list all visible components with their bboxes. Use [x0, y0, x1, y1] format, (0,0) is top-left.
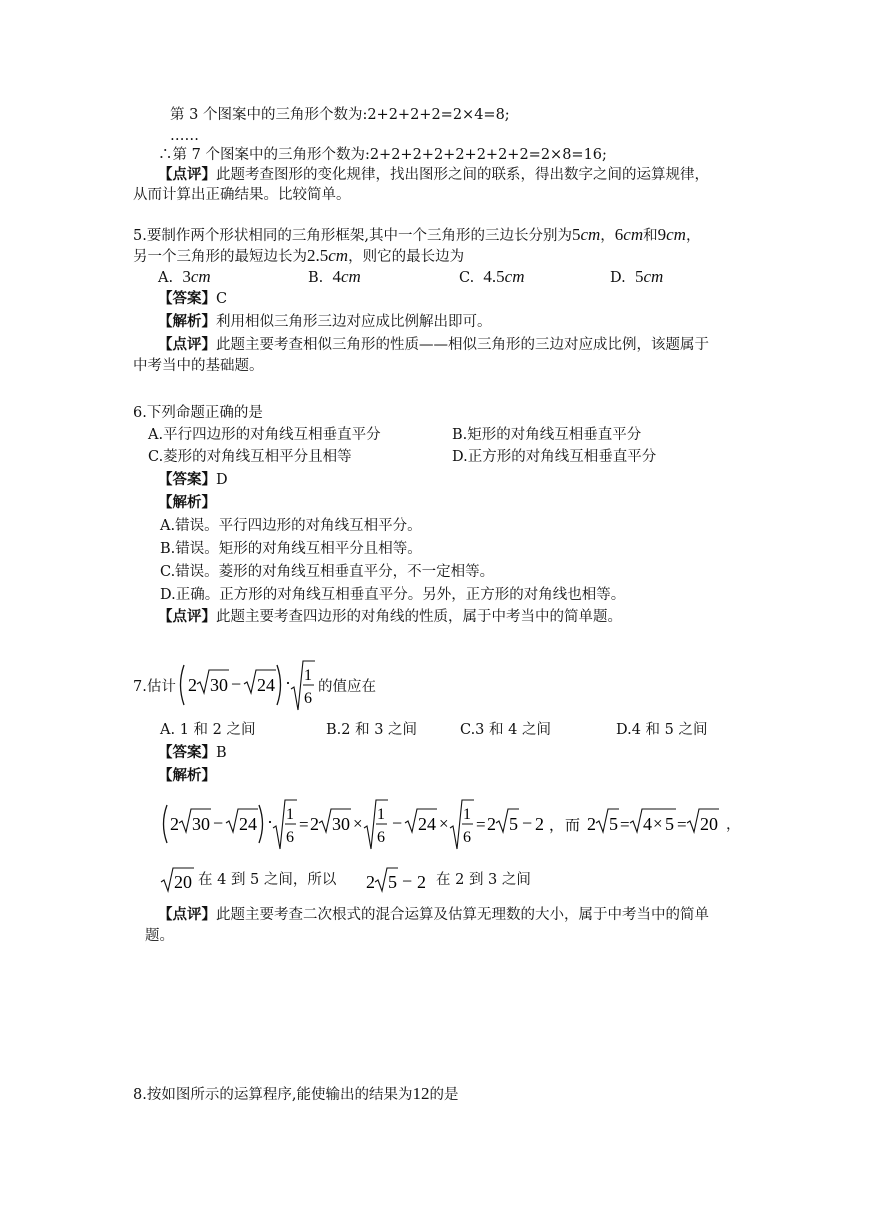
math-30: 30: [332, 814, 350, 834]
q6-analysis-b: B.错误。矩形的对角线互相平分且相等。: [160, 541, 422, 557]
q7-option-a: A. 1 和 2 之间: [160, 722, 256, 738]
q5-review-cont: 中考当中的基础题。: [133, 358, 264, 374]
review-tag: 【点评】: [158, 608, 216, 625]
q7-review: [158, 905, 709, 925]
review-text: 此题主要考查四边形的对角线的性质，属于中考当中的简单题。: [216, 609, 622, 625]
paren-right: [259, 805, 263, 843]
math-eq: =: [299, 815, 309, 834]
math-6: 6: [286, 829, 294, 846]
q6-analysis-tag: 【解析】: [158, 494, 216, 511]
math-2: 2: [487, 814, 496, 834]
q5-unit: cm: [328, 246, 349, 265]
svg-text:5: 5: [388, 872, 397, 892]
math-24: 24: [239, 814, 257, 834]
q7-analysis-comma: ，: [726, 817, 741, 833]
paren-left: [181, 665, 185, 705]
math-dot: ·: [267, 812, 273, 832]
q5-stem-line-2: [133, 246, 464, 267]
q6-analysis-c: C.错误。菱形的对角线互相垂直平分，不一定相等。: [160, 564, 495, 580]
q8-stem-text: 的是: [429, 1087, 459, 1103]
math-and: 而: [565, 818, 581, 834]
math-1: 1: [377, 806, 385, 823]
q5-value: 2.5: [307, 246, 329, 265]
q5-and: 和: [643, 228, 658, 244]
q5-stem-text: 另一个三角形的最短边长为: [133, 249, 307, 265]
q7-analysis-line2-b: 在 2 到 3 之间: [436, 872, 531, 888]
math-minus: −: [213, 813, 224, 833]
prev-line-1: 第 3 个图案中的三角形个数为:2+2+2+2=2×4=8;: [170, 107, 510, 123]
q7-analysis-formula: [158, 795, 723, 855]
q5-value: 6: [614, 225, 624, 244]
q6-analysis-a: A.错误。平行四边形的对角线互相平分。: [160, 518, 422, 534]
math-eq: =: [476, 815, 486, 834]
math-6: 6: [463, 829, 471, 846]
math-minus: −: [231, 674, 242, 694]
math-comma: ，: [549, 818, 565, 834]
math-2: 2: [188, 675, 197, 695]
math-minus: −: [522, 813, 533, 833]
answer-value: C: [216, 291, 228, 307]
q5-option-a: A. 3cm: [158, 267, 211, 286]
math-times: ×: [353, 814, 363, 833]
q6-analysis-d: D.正确。正方形的对角线互相垂直平分。另外，正方形的对角线也相等。: [160, 587, 626, 603]
svg-text:2: 2: [417, 872, 426, 892]
q6-option-a: A.平行四边形的对角线互相垂直平分: [148, 427, 381, 443]
q7-expression-stem: [176, 655, 316, 715]
math-24: 24: [418, 814, 436, 834]
q5-unit: cm: [623, 225, 644, 244]
q7-review-cont: 题。: [145, 928, 174, 944]
q5-option-b: B. 4cm: [308, 267, 361, 286]
math-24: 24: [257, 675, 275, 695]
answer-tag: 【答案】: [158, 744, 216, 761]
q5-stem-line-1: [133, 225, 700, 246]
math-5: 5: [509, 814, 518, 834]
q5-sep: ，: [600, 228, 615, 244]
q8-target-value: 12: [412, 1084, 430, 1103]
q5-stem-text: ，则它的最长边为: [348, 249, 465, 265]
q5-unit: cm: [666, 225, 686, 244]
review-tag: 【点评】: [158, 906, 216, 923]
analysis-tag: 【解析】: [158, 313, 216, 330]
q7-answer: [158, 743, 227, 763]
q6-review: [158, 607, 622, 627]
q5-stem-text: 5.要制作两个形状相同的三角形框架,其中一个三角形的三边长分别为: [133, 228, 572, 244]
math-4: 4: [643, 814, 652, 834]
q7-expr-2sqrt5-2: [365, 866, 433, 894]
math-30: 30: [192, 814, 210, 834]
review-text: 此题主要考查相似三角形的性质——相似三角形的三边对应成比例，该题属于: [216, 337, 709, 353]
math-2: 2: [535, 814, 544, 834]
q7-stem-prefix: 7.估计: [133, 679, 176, 695]
q7-option-b: B.2 和 3 之间: [326, 722, 418, 738]
paren-right: [277, 665, 281, 705]
q5-option-d: D. 5cm: [610, 267, 664, 286]
math-dot: ·: [285, 673, 291, 693]
q8-stem: [133, 1084, 458, 1105]
math-eq: =: [620, 815, 630, 834]
prev-review-cont: 从而计算出正确结果。比较简单。: [133, 187, 351, 203]
q6-stem: 6.下列命题正确的是: [133, 405, 263, 421]
q5-unit: cm: [580, 225, 601, 244]
q5-analysis: [158, 312, 492, 332]
math-2: 2: [587, 814, 596, 834]
answer-tag: 【答案】: [158, 471, 216, 488]
q7-analysis-tag: 【解析】: [158, 767, 216, 784]
q8-stem-text: 8.按如图所示的运算程序,能使输出的结果为: [133, 1087, 413, 1103]
math-1: 1: [286, 806, 294, 823]
q7-option-d: D.4 和 5 之间: [616, 722, 708, 738]
analysis-text: 利用相似三角形三边对应成比例解出即可。: [216, 314, 492, 330]
paren-left: [164, 805, 168, 843]
svg-text:−: −: [402, 871, 413, 891]
math-minus: −: [392, 813, 403, 833]
math-20: 20: [700, 814, 718, 834]
svg-text:20: 20: [174, 872, 192, 892]
math-6: 6: [377, 829, 385, 846]
q6-option-b: B.矩形的对角线互相垂直平分: [452, 427, 642, 443]
q7-stem-suffix: 的值应在: [318, 679, 376, 695]
answer-tag: 【答案】: [158, 290, 216, 307]
q7-analysis-line2-a: 在 4 到 5 之间，所以: [198, 872, 337, 888]
q5-review: [158, 335, 709, 355]
math-2: 2: [310, 814, 319, 834]
prev-line-3: ∴第 7 个图案中的三角形个数为:2+2+2+2+2+2+2+2=2×8=16;: [158, 147, 607, 163]
q5-answer: [158, 289, 227, 309]
math-1: 1: [463, 806, 471, 823]
math-6: 6: [304, 690, 312, 707]
q7-sqrt20: [160, 866, 196, 894]
math-times: ×: [439, 814, 449, 833]
math-eq: =: [677, 815, 687, 834]
math-times: ×: [653, 814, 663, 833]
math-5: 5: [609, 814, 618, 834]
q7-option-c: C.3 和 4 之间: [460, 722, 551, 738]
math-1: 1: [304, 667, 312, 684]
review-text: 此题主要考查二次根式的混合运算及估算无理数的大小，属于中考当中的简单: [216, 907, 709, 923]
q5-sep: ，: [685, 228, 701, 244]
review-tag: 【点评】: [158, 166, 216, 183]
answer-value: B: [216, 745, 227, 761]
review-tag: 【点评】: [158, 336, 216, 353]
prev-review: [158, 165, 709, 185]
svg-text:2: 2: [366, 872, 375, 892]
q5-value: 9: [657, 225, 667, 244]
math-2: 2: [170, 814, 179, 834]
q6-option-c: C.菱形的对角线互相平分且相等: [148, 449, 352, 465]
math-5: 5: [665, 814, 674, 834]
q6-option-d: D.正方形的对角线互相垂直平分: [452, 449, 657, 465]
q5-option-c: C. 4.5cm: [459, 267, 525, 286]
q6-answer: [158, 470, 228, 490]
answer-value: D: [216, 472, 228, 488]
math-30: 30: [210, 675, 228, 695]
prev-ellipsis: ……: [170, 128, 199, 144]
q5-value: 5: [571, 225, 581, 244]
review-text: 此题考查图形的变化规律，找出图形之间的联系，得出数字之间的运算规律，: [216, 167, 709, 183]
